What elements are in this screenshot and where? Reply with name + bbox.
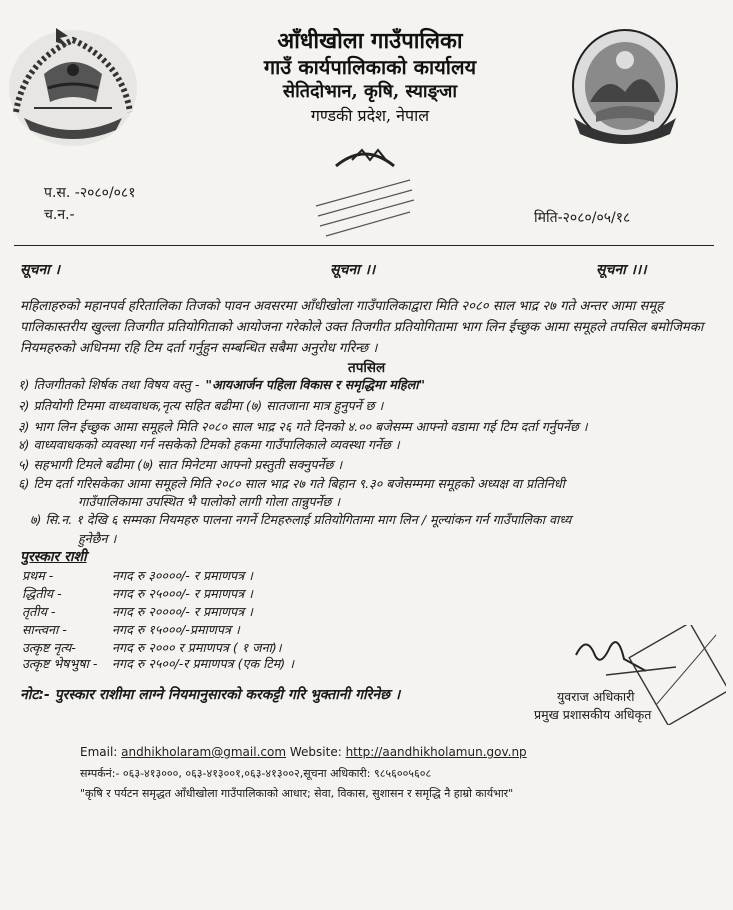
rule-5: ५) सहभागी टिमले बढीमा (७) सात मिनेटमा आफ्नो प्रस्तुती सक्नुपर्नेछ ।: [18, 457, 343, 472]
footer-motto: "कृषि र पर्यटन समृद्धत आँधीखोला गाउँपालिकाको आधार; सेवा, विकास, सुशासन र समृद्धि नै हाम्रो कार्यभार": [80, 787, 514, 800]
rule-1: [18, 375, 425, 394]
office-name: गाउँ कार्यपालिकाको कार्यालय: [263, 55, 477, 79]
signatory-title: प्रमुख प्रशासकीय अधिकृत: [534, 707, 652, 722]
prize-label: द्धितीय -: [22, 586, 62, 601]
rule-6: ६) टिम दर्ता गरिसकेका आमा समूहले मिति २०८० साल भाद्र २७ गते बिहान ९.३० बजेसम्ममा समूहको अध्यक्ष वा प्रतिनिधी: [18, 476, 565, 491]
province-country: गण्डकी प्रदेश, नेपाल: [310, 106, 430, 125]
dispatch-number: च.न.-: [44, 207, 75, 223]
footer-phone-line: सम्पर्कनं:- ०६३-४१३०००, ०६३-४१३००१,०६३-४१३००२,सूचना अधिकारी: ९८५६००५६०८: [80, 767, 432, 780]
rule-7-continued: हुनेछैन ।: [78, 531, 117, 546]
office-stamp-icon: [306, 146, 424, 240]
rule-3: ३) भाग लिन ईच्छुक आमा समूहले मिति २०८० साल भाद्र २६ गते दिनको ४.०० बजेसम्म आफ्नो वडामा गई टिम दर्ता गर्नुपर्नेछ ।: [18, 419, 588, 434]
municipality-name: आँधीखोला गाउँपालिका: [277, 28, 463, 54]
rule-7: ७) सि.न. १ देखि ६ सम्मका नियमहरु पालना नगर्ने टिमहरुलाई प्रतियोगितामा माग लिन / मूल्यांकन गर्न गाउँपालिका वाध्य: [30, 512, 572, 527]
letter-date: मिति-२०८०/०५/१८: [534, 210, 631, 226]
prize-row: [22, 655, 294, 673]
municipality-logo-icon: [566, 22, 684, 150]
rule-6-continued: गाउँपालिकामा उपस्थित भै पालोको लागी गोला तान्नुपर्नेछ ।: [78, 494, 341, 509]
rule-2: २) प्रतियोगी टिममा वाध्यवाधक,नृत्य सहित बढीमा (७) सातजाना मात्र हुनुपर्ने छ ।: [18, 398, 384, 413]
prize-value: नगद रु २००००/- र प्रमाणपत्र ।: [112, 604, 253, 619]
prize-value: नगद रु ३००००/- र प्रमाणपत्र ।: [112, 568, 253, 583]
intro-paragraph: महिलाहरुको महानपर्व हरितालिका तिजको पावन अवसरमा आँधीखोला गाउँपालिकाद्वारा मिति २०८० साल भाद्र २७ गते अन्तर आमा समूह पालिकास्तरीय खुल्ला तिजगीत प्रतियोगिताको आयोजना गरेकोले उक्त तिजगीत प्रतियोगितामा भाग लिन ईच्छुक आमा समूहले तपसिल बमोजिमका नियमहरुको अधिनमा रहि टिम दर्ता गर्नुहुन सम्बन्धित सबैमा अनुरोध गरिन्छ ।: [20, 299, 704, 356]
prize-value: नगद रु २५०००/- र प्रमाणपत्र ।: [112, 586, 253, 601]
website-link[interactable]: http://aandhikholamun.gov.np: [345, 745, 527, 759]
letterhead: [190, 28, 550, 128]
email-link[interactable]: andhikholaram@gmail.com: [121, 745, 287, 759]
prize-value: नगद रु २५००/-र प्रमाणपत्र (एक टिम) ।: [112, 656, 294, 671]
prize-label: उत्कृष्ट भेषभुषा -: [22, 656, 98, 671]
prize-row: [22, 585, 253, 603]
prize-value: नगद रु १५०००/-प्रमाणपत्र ।: [112, 622, 240, 637]
prize-label: उत्कृष्ट नृत्य-: [22, 640, 76, 655]
prize-row: [22, 621, 240, 639]
office-address: सेतिदोभान, कृषि, स्याङ्जा: [282, 81, 458, 102]
signatory-name: युवराज अधिकारी: [557, 689, 635, 704]
notice-label-3: सूचना ।।।: [596, 262, 647, 278]
prize-label: तृतीय -: [22, 604, 56, 619]
prize-row: [22, 603, 253, 621]
tax-note: नोट:- पुरस्कार राशीमा लाग्ने नियमानुसारको करकट्टी गरि भुक्तानी गरिनेछ ।: [20, 687, 401, 703]
contest-topic: "आयआर्जन पहिला विकास र समृद्धिमा महिला": [205, 377, 426, 392]
nepal-emblem-icon: [4, 22, 142, 150]
details-heading: तपसिल: [348, 360, 386, 376]
email-label: Email:: [80, 745, 118, 759]
prize-value: नगद रु २००० र प्रमाणपत्र ( १ जना)।: [112, 640, 282, 655]
rule-1-label: १) तिजगीतको शिर्षक तथा विषय वस्तु -: [18, 377, 200, 392]
notice-label-1: सूचना ।: [20, 262, 60, 278]
prize-label: प्रथम -: [22, 568, 54, 583]
prize-row: [22, 567, 253, 585]
rule-4: ४) वाध्यवाधकको व्यवस्था गर्न नसकेको टिमको हकमा गाउँपालिकाले व्यवस्था गर्नेछ ।: [18, 437, 400, 452]
header-divider: [14, 245, 714, 246]
website-label: Website:: [289, 745, 342, 759]
prize-heading: पुरस्कार राशी: [20, 549, 87, 565]
prize-label: सान्त्वना -: [22, 622, 67, 637]
footer-contact-line: [80, 745, 527, 759]
letter-number: प.स. -२०८०/०८१: [44, 185, 136, 201]
notice-label-2: सूचना ।।: [330, 262, 376, 278]
